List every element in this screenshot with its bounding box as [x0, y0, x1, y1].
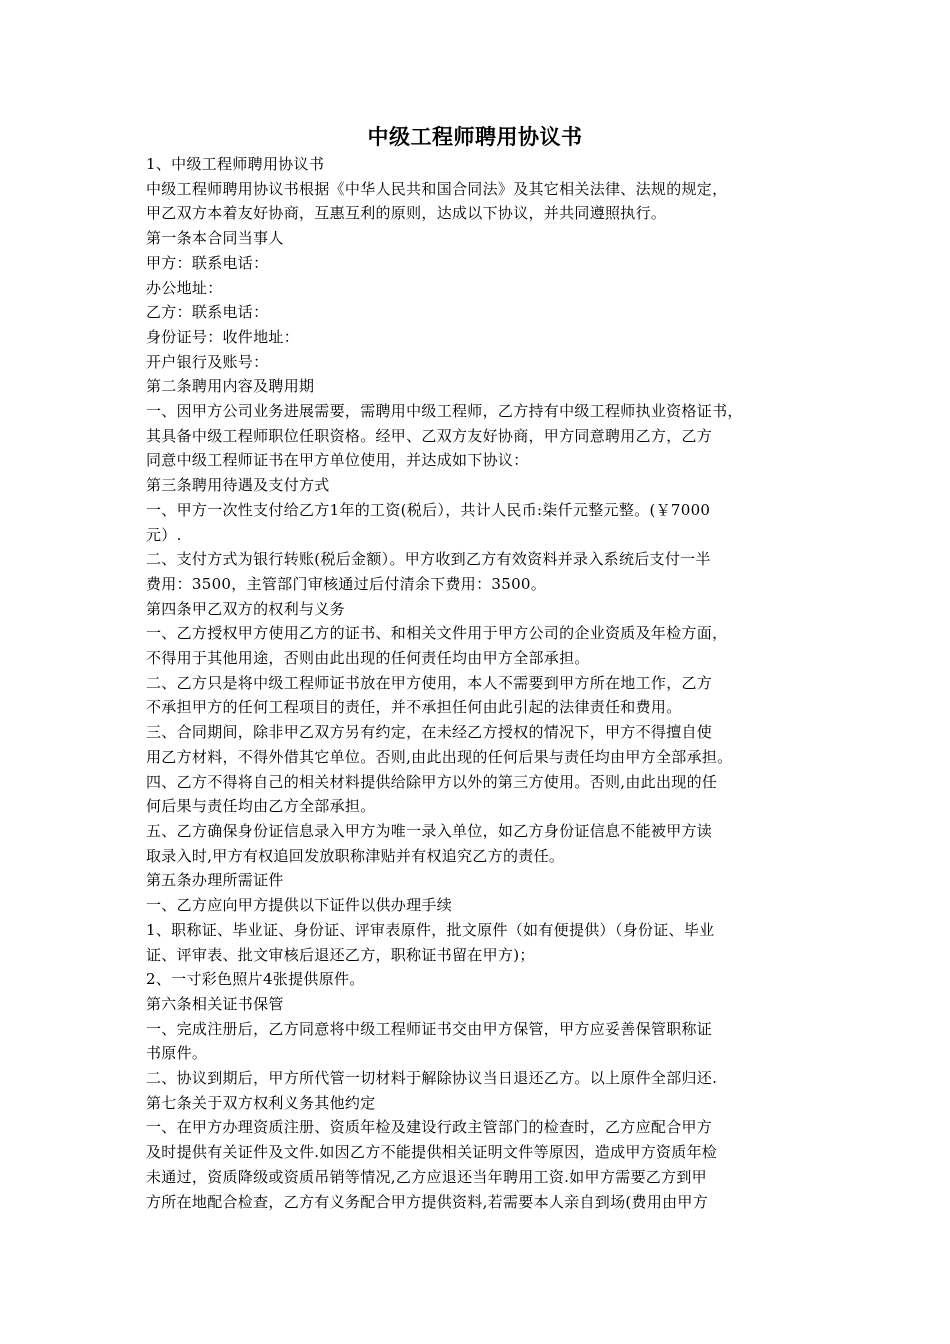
body-line: 一、在甲方办理资质注册、资质年检及建设行政主管部门的检查时，乙方应配合甲方 — [146, 1118, 713, 1137]
body-line: 书原件。 — [146, 1044, 208, 1063]
body-line: 证、评审表、批文审核后退还乙方，职称证书留在甲方)； — [146, 945, 535, 964]
body-line: 二、协议到期后，甲方所代管一切材料于解除协议当日退还乙方。以上原件全部归还. — [146, 1069, 718, 1088]
body-line: 办公地址： — [146, 278, 223, 297]
body-line: 第三条聘用待遇及支付方式 — [146, 476, 330, 495]
body-line: 第一条本合同当事人 — [146, 229, 284, 248]
body-line: 二、乙方只是将中级工程师证书放在甲方使用，本人不需要到甲方所在地工作，乙方 — [146, 673, 713, 692]
body-line: 1、职称证、毕业证、身份证、评审表原件，批文原件（如有便提供）（身份证、毕业 — [146, 920, 715, 939]
body-line: 何后果与责任均由乙方全部承担。 — [146, 797, 376, 816]
body-line: 二、支付方式为银行转账(税后金额）。甲方收到乙方有效资料并录入系统后支付一半 — [146, 550, 711, 569]
body-line: 第二条聘用内容及聘用期 — [146, 377, 315, 396]
body-line: 三、合同期间，除非甲乙双方另有约定，在未经乙方授权的情况下，甲方不得擅自使 — [146, 723, 713, 742]
body-line: 方所在地配合检查，乙方有义务配合甲方提供资料,若需要本人亲自到场(费用由甲方 — [146, 1192, 709, 1211]
document-body — [146, 152, 806, 1214]
body-line: 未通过，资质降级或资质吊销等情况,乙方应退还当年聘用工资.如甲方需要乙方到甲 — [146, 1167, 707, 1186]
body-line: 1、中级工程师聘用协议书 — [146, 155, 325, 173]
body-line: 一、甲方一次性支付给乙方1年的工资(税后），共计人民币:柒仟元整元整。(￥7000 — [146, 500, 711, 519]
body-line: 元）. — [146, 525, 182, 544]
body-line: 第七条关于双方权利义务其他约定 — [146, 1093, 376, 1112]
body-line: 一、完成注册后，乙方同意将中级工程师证书交由甲方保管，甲方应妥善保管职称证 — [146, 1019, 713, 1038]
body-line: 五、乙方确保身份证信息录入甲方为唯一录入单位，如乙方身份证信息不能被甲方读 — [146, 821, 713, 840]
body-line: 一、乙方应向甲方提供以下证件以供办理手续 — [146, 896, 453, 915]
body-line: 四、乙方不得将自己的相关材料提供给除甲方以外的第三方使用。否则,由此出现的任 — [146, 772, 718, 791]
body-line: 及时提供有关证件及文件.如因乙方不能提供相关证明文件等原因，造成甲方资质年检 — [146, 1143, 718, 1162]
body-line: 同意中级工程师证书在甲方单位使用，并达成如下协议： — [146, 451, 529, 470]
body-line: 不得用于其他用途，否则由此出现的任何责任均由甲方全部承担。 — [146, 649, 590, 668]
body-line: 第四条甲乙双方的权利与义务 — [146, 599, 345, 618]
body-line: 第六条相关证书保管 — [146, 994, 284, 1013]
body-line: 用乙方材料，不得外借其它单位。否则,由此出现的任何后果与责任均由甲方全部承担。 — [146, 747, 733, 766]
body-line: 不承担甲方的任何工程项目的责任，并不承担任何由此引起的法律责任和费用。 — [146, 698, 682, 717]
body-line: 乙方：联系电话： — [146, 303, 269, 322]
body-line: 费用：3500，主管部门审核通过后付清余下费用：3500。 — [146, 574, 547, 593]
body-line: 开户银行及账号： — [146, 352, 269, 371]
body-line: 取录入时,甲方有权追回发放职称津贴并有权追究乙方的责任。 — [146, 846, 565, 865]
body-line: 甲方：联系电话： — [146, 253, 269, 272]
body-line: 一、乙方授权甲方使用乙方的证书、和相关文件用于甲方公司的企业资质及年检方面， — [146, 624, 728, 643]
body-line: 第五条办理所需证件 — [146, 871, 284, 890]
body-line: 中级工程师聘用协议书根据《中华人民共和国合同法》及其它相关法律、法规的规定， — [146, 179, 728, 198]
document-title: 中级工程师聘用协议书 — [367, 125, 583, 149]
body-line: 甲乙双方本着友好协商，互惠互利的原则，达成以下协议，并共同遵照执行。 — [146, 204, 667, 223]
body-line: 2、一寸彩色照片4张提供原件。 — [146, 970, 365, 989]
body-line: 一、因甲方公司业务进展需要，需聘用中级工程师，乙方持有中级工程师执业资格证书， — [146, 402, 743, 421]
body-line: 身份证号：收件地址： — [146, 327, 300, 346]
body-line: 其具备中级工程师职位任职资格。经甲、乙双方友好协商，甲方同意聘用乙方，乙方 — [146, 426, 713, 445]
